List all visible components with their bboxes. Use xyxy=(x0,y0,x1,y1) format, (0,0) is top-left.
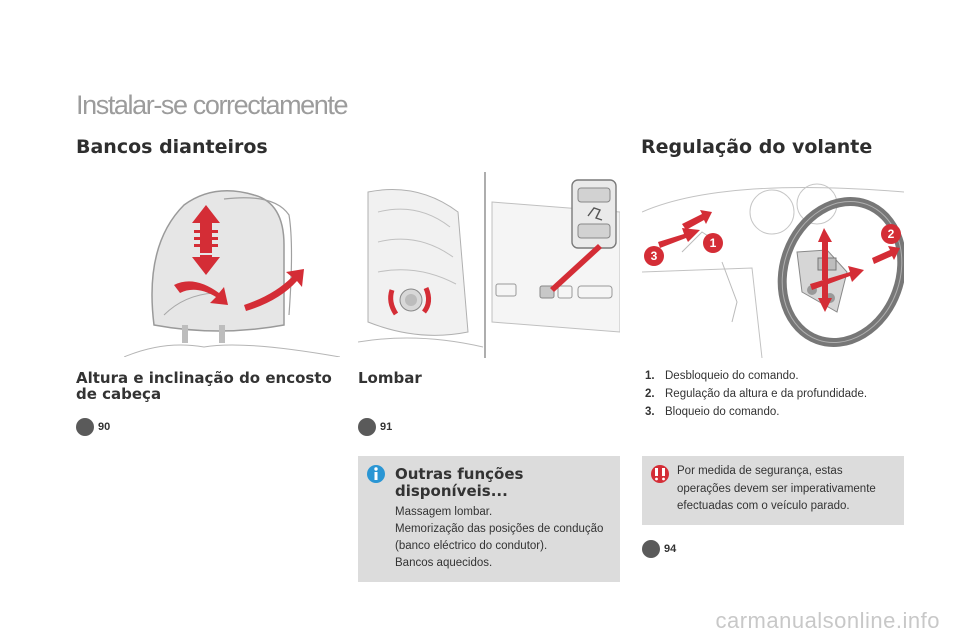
step-number: 3. xyxy=(645,406,655,418)
page-title: Instalar-se correctamente xyxy=(76,90,348,120)
steering-steps-list xyxy=(645,367,867,421)
page-link-icon xyxy=(642,540,660,558)
other-functions-title: Outras funções disponíveis... xyxy=(395,465,524,500)
headrest-caption: Altura e inclinação do encosto de cabeça xyxy=(76,369,332,403)
step-text: Regulação da altura e da profundidade. xyxy=(665,388,868,400)
page-ref-94[interactable] xyxy=(642,540,676,558)
section-title-front-seats: Bancos dianteiros xyxy=(76,136,268,158)
safety-warning-box xyxy=(642,456,904,525)
section-title-steering: Regulação do volante xyxy=(641,136,873,158)
warning-icon xyxy=(650,464,670,484)
other-function-item: Memorização das posições de condução (banco eléctrico do condutor). xyxy=(395,523,604,552)
step-number: 1. xyxy=(645,370,655,382)
page-ref-91[interactable] xyxy=(358,418,392,436)
step-item xyxy=(645,403,867,421)
other-function-item: Massagem lombar. xyxy=(395,506,493,518)
step-item xyxy=(645,367,867,385)
page-ref-number: 94 xyxy=(664,543,677,555)
step-item xyxy=(645,385,867,403)
step-text: Bloqueio do comando. xyxy=(665,406,780,418)
page-ref-number: 91 xyxy=(380,421,393,433)
headrest-illustration xyxy=(124,175,340,357)
callout-1: 1 xyxy=(709,236,717,250)
other-function-item: Bancos aquecidos. xyxy=(395,557,493,569)
page-link-icon xyxy=(358,418,376,436)
other-functions-list xyxy=(395,504,613,572)
page-ref-number: 90 xyxy=(98,421,111,433)
lumbar-caption: Lombar xyxy=(358,369,422,387)
step-number: 2. xyxy=(645,388,655,400)
info-icon xyxy=(366,464,386,484)
lumbar-illustration xyxy=(358,172,620,358)
callout-2: 2 xyxy=(887,227,895,241)
footer-watermark: carmanualsonline.info xyxy=(715,608,940,633)
step-text: Desbloqueio do comando. xyxy=(665,370,799,382)
page-link-icon xyxy=(76,418,94,436)
other-functions-box xyxy=(358,456,620,582)
page-ref-90[interactable] xyxy=(76,418,110,436)
steering-wheel-illustration xyxy=(642,172,904,358)
safety-warning-text: Por medida de segurança, estas operações devem ser imperativamente efectuadas com o veículo parado. xyxy=(677,465,876,512)
callout-3: 3 xyxy=(650,249,658,263)
